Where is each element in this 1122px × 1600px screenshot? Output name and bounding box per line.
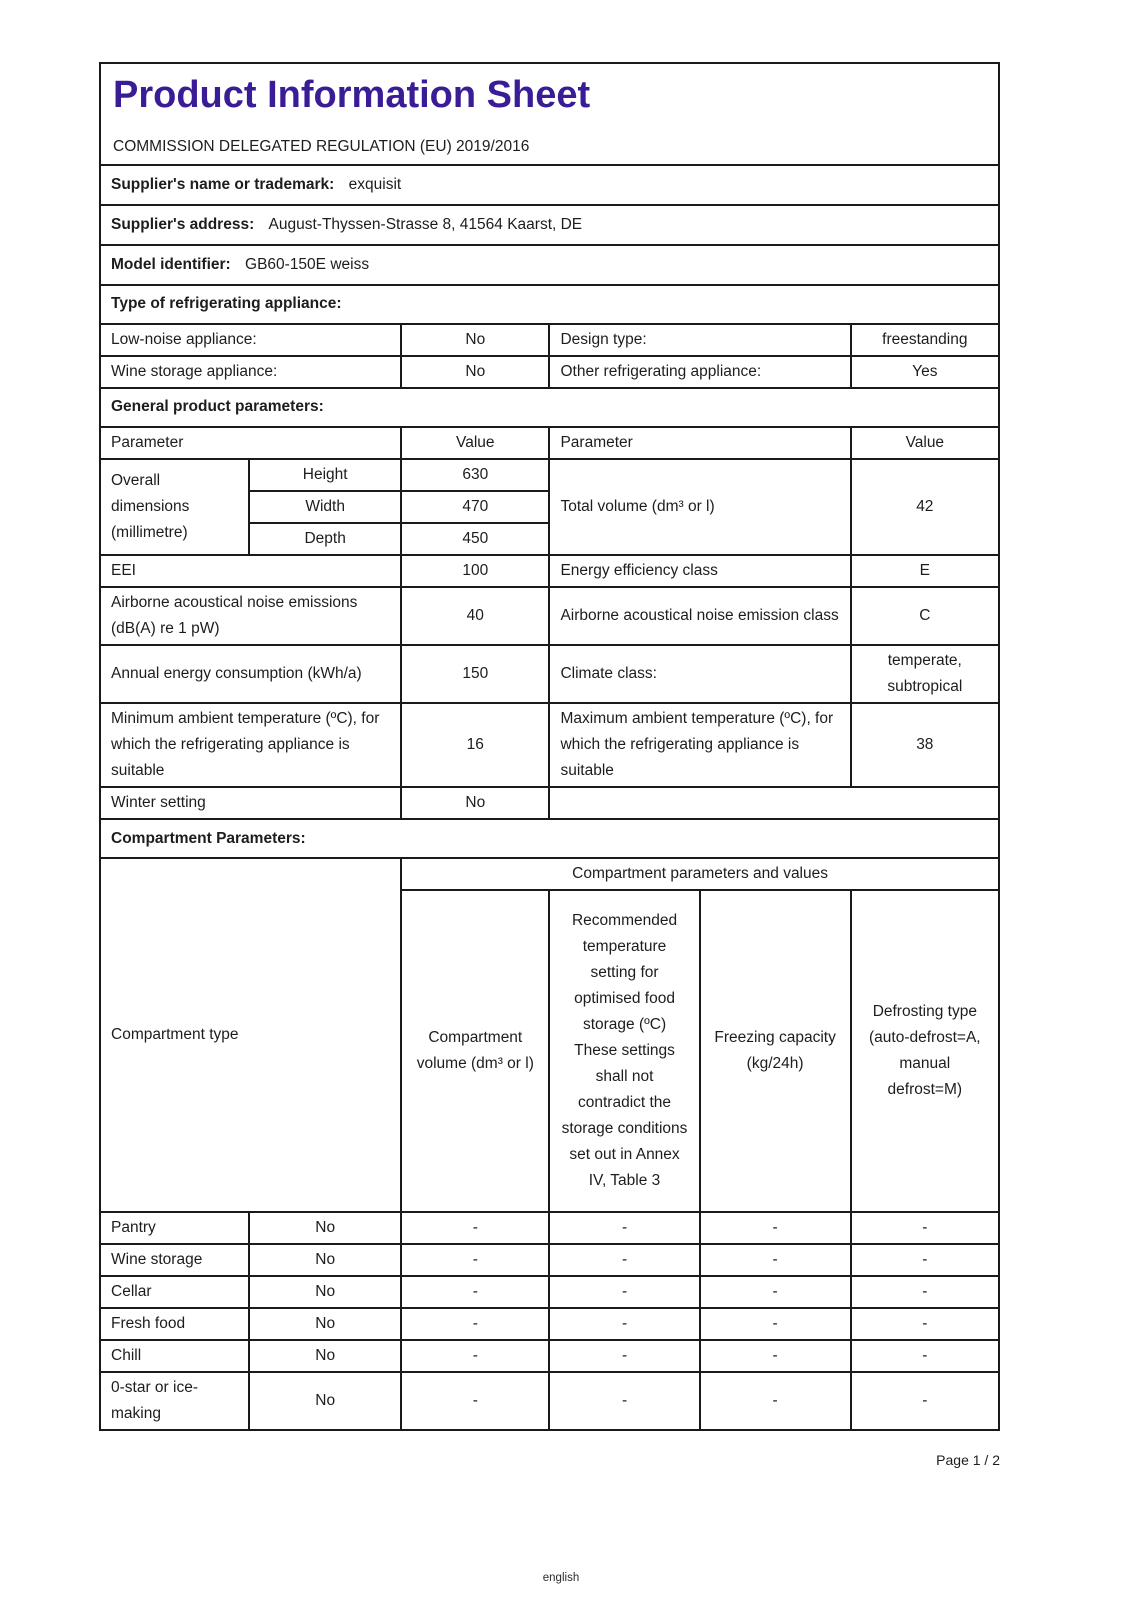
noise-emissions-label: Airborne acoustical noise emissions (dB(A) re 1 pW) — [100, 587, 401, 645]
energy-class-label: Energy efficiency class — [549, 555, 850, 587]
noise-class-value: C — [851, 587, 999, 645]
compartment-row-zero-star — [100, 1372, 999, 1430]
compartment-temperature: - — [549, 1276, 699, 1308]
compartment-defrost: - — [851, 1212, 999, 1244]
compartment-defrost: - — [851, 1276, 999, 1308]
supplier-name-row — [100, 165, 999, 205]
eei-value: 100 — [401, 555, 549, 587]
supplier-address-label: Supplier's address: — [111, 215, 255, 233]
type-section-row — [100, 285, 999, 324]
supplier-name-label: Supplier's name or trademark: — [111, 175, 335, 193]
min-ambient-value: 16 — [401, 703, 549, 787]
compartment-row-pantry — [100, 1212, 999, 1244]
compartment-volume: - — [401, 1372, 549, 1430]
compartment-present: No — [249, 1276, 401, 1308]
compartment-present: No — [249, 1340, 401, 1372]
compartment-volume: - — [401, 1276, 549, 1308]
compartment-name: Wine storage — [100, 1244, 249, 1276]
parameter-header-right: Parameter — [549, 427, 850, 459]
parameter-header-left: Parameter — [100, 427, 401, 459]
model-identifier-value: GB60-150E weiss — [245, 255, 370, 273]
value-header-right: Value — [851, 427, 999, 459]
compartment-volume: - — [401, 1340, 549, 1372]
compartment-row-cellar — [100, 1276, 999, 1308]
supplier-name-value: exquisit — [348, 175, 402, 193]
product-information-table — [99, 62, 1000, 1431]
general-section-header: General product parameters: — [100, 388, 999, 427]
compartment-row-chill — [100, 1340, 999, 1372]
eei-label: EEI — [100, 555, 401, 587]
max-ambient-value: 38 — [851, 703, 999, 787]
compartment-name: 0-star or ice-making — [100, 1372, 249, 1430]
max-ambient-label: Maximum ambient temperature (ºC), for which the refrigerating appliance is suitable — [549, 703, 850, 787]
compartment-freezing: - — [700, 1372, 851, 1430]
low-noise-value: No — [401, 324, 549, 356]
compartment-name: Pantry — [100, 1212, 249, 1244]
ambient-temperature-row — [100, 703, 999, 787]
compartment-freezing: - — [700, 1212, 851, 1244]
compartment-temperature: - — [549, 1340, 699, 1372]
height-label: Height — [249, 459, 401, 491]
energy-consumption-row — [100, 645, 999, 703]
compartment-temperature: - — [549, 1244, 699, 1276]
design-type-value: freestanding — [851, 324, 999, 356]
compartment-name: Cellar — [100, 1276, 249, 1308]
language-label: english — [542, 1572, 580, 1584]
climate-class-label: Climate class: — [549, 645, 850, 703]
compartment-temperature: - — [549, 1212, 699, 1244]
total-volume-value: 42 — [851, 459, 999, 555]
model-identifier-row — [100, 245, 999, 285]
overall-dimensions-label: Overall dimensions (millimetre) — [100, 459, 249, 555]
page-title: Product Information Sheet — [113, 74, 591, 116]
compartment-temperature: - — [549, 1308, 699, 1340]
compartment-freezing: - — [700, 1308, 851, 1340]
noise-emissions-value: 40 — [401, 587, 549, 645]
recommended-temperature-header: Recommended temperature setting for optimised food storage (ºC) These settings shall not contradict the storage conditions set out in Annex IV, Table 3 — [549, 890, 699, 1212]
winter-setting-value: No — [401, 787, 549, 819]
wine-storage-value: No — [401, 356, 549, 388]
climate-class-value: temperate, subtropical — [851, 645, 999, 703]
compartment-defrost: - — [851, 1308, 999, 1340]
depth-label: Depth — [249, 523, 401, 555]
regulation-subtitle: COMMISSION DELEGATED REGULATION (EU) 2019/2016 — [113, 137, 530, 155]
compartment-group-header: Compartment parameters and values — [401, 858, 999, 890]
appliance-type-row — [100, 356, 999, 388]
parameter-header-row — [100, 427, 999, 459]
compartment-volume: - — [401, 1308, 549, 1340]
compartment-present: No — [249, 1372, 401, 1430]
value-header-left: Value — [401, 427, 549, 459]
compartment-name: Fresh food — [100, 1308, 249, 1340]
defrosting-type-header: Defrosting type (auto-defrost=A, manual defrost=M) — [851, 890, 999, 1212]
supplier-address-value: August-Thyssen-Strasse 8, 41564 Kaarst, DE — [268, 215, 583, 233]
annual-energy-value: 150 — [401, 645, 549, 703]
min-ambient-label: Minimum ambient temperature (ºC), for which the refrigerating appliance is suitable — [100, 703, 401, 787]
compartment-type-header: Compartment type — [100, 858, 401, 1212]
design-type-label: Design type: — [549, 324, 850, 356]
page-number: Page 1 / 2 — [936, 1452, 1000, 1468]
winter-setting-row — [100, 787, 999, 819]
appliance-type-row — [100, 324, 999, 356]
winter-setting-label: Winter setting — [100, 787, 401, 819]
supplier-address-row — [100, 205, 999, 245]
width-label: Width — [249, 491, 401, 523]
compartment-row-wine-storage — [100, 1244, 999, 1276]
compartment-present: No — [249, 1308, 401, 1340]
compartment-temperature: - — [549, 1372, 699, 1430]
noise-class-label: Airborne acoustical noise emission class — [549, 587, 850, 645]
compartment-name: Chill — [100, 1340, 249, 1372]
total-volume-label: Total volume (dm³ or l) — [549, 459, 850, 555]
energy-class-value: E — [851, 555, 999, 587]
depth-value: 450 — [401, 523, 549, 555]
other-appliance-value: Yes — [851, 356, 999, 388]
type-section-header: Type of refrigerating appliance: — [100, 285, 999, 324]
low-noise-label: Low-noise appliance: — [100, 324, 401, 356]
compartment-row-fresh-food — [100, 1308, 999, 1340]
width-value: 470 — [401, 491, 549, 523]
compartment-present: No — [249, 1212, 401, 1244]
annual-energy-label: Annual energy consumption (kWh/a) — [100, 645, 401, 703]
compartment-defrost: - — [851, 1372, 999, 1430]
compartment-volume: - — [401, 1244, 549, 1276]
compartment-group-header-row — [100, 858, 999, 890]
winter-setting-empty-cell — [549, 787, 999, 819]
model-identifier-label: Model identifier: — [111, 255, 231, 273]
wine-storage-label: Wine storage appliance: — [100, 356, 401, 388]
dimensions-height-row — [100, 459, 999, 491]
general-section-row — [100, 388, 999, 427]
compartment-volume: - — [401, 1212, 549, 1244]
compartment-section-header: Compartment Parameters: — [100, 819, 999, 858]
freezing-capacity-header: Freezing capacity (kg/24h) — [700, 890, 851, 1212]
compartment-freezing: - — [700, 1276, 851, 1308]
title-block — [100, 63, 999, 165]
eei-row — [100, 555, 999, 587]
height-value: 630 — [401, 459, 549, 491]
compartment-freezing: - — [700, 1340, 851, 1372]
compartment-section-row — [100, 819, 999, 858]
compartment-defrost: - — [851, 1244, 999, 1276]
compartment-volume-header: Compartment volume (dm³ or l) — [401, 890, 549, 1212]
compartment-freezing: - — [700, 1244, 851, 1276]
other-appliance-label: Other refrigerating appliance: — [549, 356, 850, 388]
compartment-present: No — [249, 1244, 401, 1276]
compartment-defrost: - — [851, 1340, 999, 1372]
noise-row — [100, 587, 999, 645]
